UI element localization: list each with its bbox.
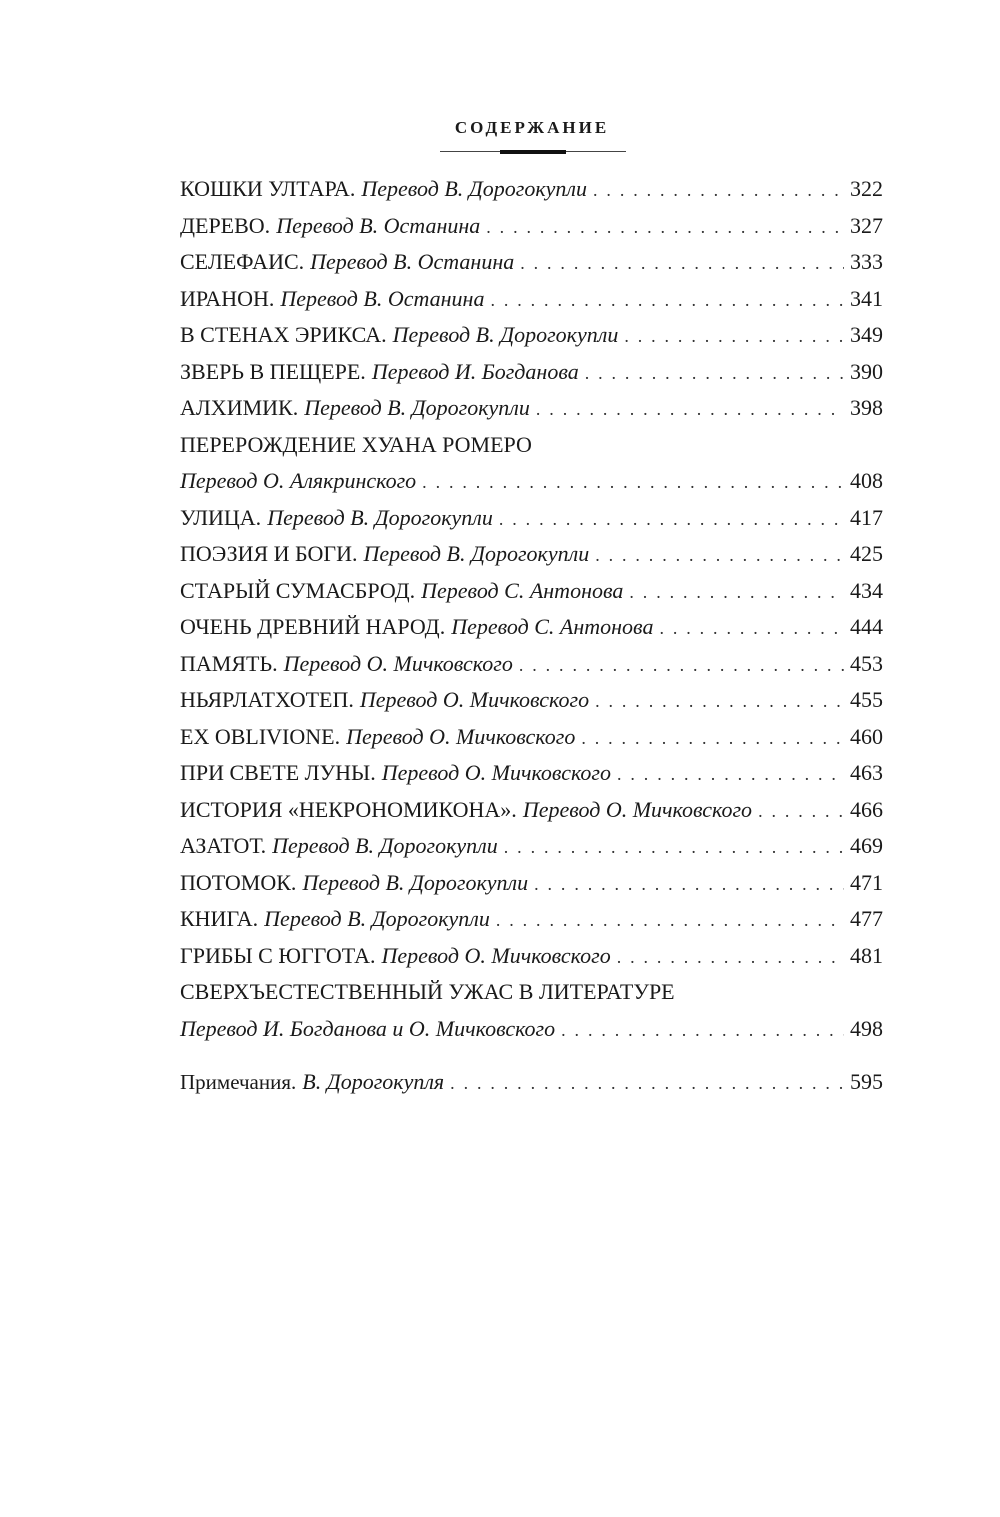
toc-entry-title-line [180,979,883,1016]
entry-page-number: 471 [850,869,883,895]
entry-page-number: 322 [850,176,883,201]
toc-entry[interactable] [180,687,883,724]
entry-title: ЗВЕРЬ В ПЕЩЕРЕ. [180,358,366,384]
dot-leader [758,801,844,822]
toc-entry[interactable] [180,359,883,396]
entry-page-number: 327 [850,212,883,238]
dot-leader [593,180,844,201]
entry-translator: Перевод О. Мичковского [381,942,611,968]
toc-entry[interactable] [180,651,883,688]
entry-translator: Перевод В. Дорогокупли [272,833,498,858]
dot-leader [499,509,844,530]
entry-translator: Перевод С. Антонова [451,614,654,639]
dot-leader [617,947,844,968]
toc-entry[interactable] [180,541,883,578]
dot-leader [496,910,844,931]
entry-title: ИСТОРИЯ «НЕКРОНОМИКОНА». [180,796,517,822]
entry-title: ПОТОМОК. [180,869,297,895]
dot-leader [486,217,844,238]
entry-title: КОШКИ УЛТАРА. [180,176,356,201]
entry-translator: Перевод О. Мичковского [346,723,576,749]
toc-entry[interactable] [180,213,883,250]
dot-leader [450,1073,844,1094]
dot-leader [659,618,844,639]
entry-page-number: 460 [850,723,883,749]
dot-leader [617,764,844,785]
dot-leader [519,655,844,676]
toc-entry[interactable] [180,906,883,943]
entry-title: ДЕРЕВО. [180,212,271,238]
entry-translator: Перевод О. Алякринского [180,468,417,493]
entry-translator: Перевод О. Мичковского [381,760,611,785]
entry-translator: Перевод В. Дорогокупли [304,395,530,420]
notes-title: Примечания. [180,1070,297,1094]
entry-translator: Перевод В. Дорогокупли [361,176,588,201]
entry-translator: Перевод И. Богданова [371,358,579,384]
entry-title: СТАРЫЙ СУМАСБРОД. [180,577,416,603]
entry-translator: Перевод В. Останина [310,249,515,274]
table-of-contents [180,176,883,1106]
dot-leader [422,472,844,493]
section-spacer [180,1052,883,1069]
toc-entry[interactable] [180,176,883,213]
entry-translator: Перевод В. Дорогокупли [302,869,529,895]
entry-page-number: 341 [850,285,883,311]
entry-page-number: 333 [850,249,883,274]
dot-leader [629,582,844,603]
entry-translator: Перевод С. Антонова [421,577,624,603]
toc-entry[interactable] [180,833,883,870]
entry-page-number: 595 [850,1069,883,1094]
toc-entry[interactable] [180,870,883,907]
entry-page-number: 498 [850,1015,883,1041]
toc-entry[interactable] [180,578,883,615]
title-rule-ornament [500,150,566,154]
toc-entry[interactable] [180,322,883,359]
toc-entry-translator-line [180,468,883,505]
toc-entry[interactable] [180,760,883,797]
entry-title: СЕЛЕФАИС. [180,249,305,274]
entry-page-number: 349 [850,322,883,347]
dot-leader [536,399,844,420]
toc-entry[interactable] [180,505,883,542]
entry-title: КНИГА. [180,906,259,931]
toc-entry[interactable] [180,724,883,761]
entry-page-number: 469 [850,833,883,858]
dot-leader [585,363,844,384]
entry-translator: Перевод О. Мичковского [359,687,590,712]
toc-entry[interactable] [180,249,883,286]
entry-title: УЛИЦА. [180,504,262,530]
dot-leader [504,837,844,858]
toc-entry[interactable] [180,286,883,323]
dot-leader [595,545,844,566]
entry-translator: Перевод В. Останина [280,285,485,311]
dot-leader [490,290,844,311]
dot-leader [581,728,844,749]
entry-title: ОЧЕНЬ ДРЕВНИЙ НАРОД. [180,614,446,639]
page-title: СОДЕРЖАНИЕ [454,118,610,137]
toc-entry-two-line[interactable] [180,979,883,1052]
entry-title: ПЕРЕРОЖДЕНИЕ ХУАНА РОМЕРО [180,431,532,457]
dot-leader [561,1020,844,1041]
toc-entry[interactable] [180,943,883,980]
toc-entry[interactable] [180,614,883,651]
entry-page-number: 455 [850,687,883,712]
toc-entry[interactable] [180,797,883,834]
notes-author: В. Дорогокупля [302,1069,445,1094]
entry-translator: Перевод О. Мичковского [283,650,513,676]
dot-leader [624,326,844,347]
entry-translator: Перевод О. Мичковского [522,796,753,822]
entry-title: В СТЕНАХ ЭРИКСА. [180,322,387,347]
toc-entry-translator-line [180,1016,883,1053]
entry-page-number: 408 [850,468,883,493]
dot-leader [595,691,844,712]
entry-title: ПРИ СВЕТЕ ЛУНЫ. [180,760,376,785]
entry-translator: Перевод И. Богданова и О. Мичковского [180,1015,556,1041]
entry-title: АЗАТОТ. [180,833,267,858]
entry-title: ГРИБЫ С ЮГГОТА. [180,942,376,968]
entry-translator: Перевод В. Дорогокупли [392,322,619,347]
entry-title: АЛХИМИК. [180,395,299,420]
entry-page-number: 481 [850,942,883,968]
entry-title: СВЕРХЪЕСТЕСТВЕННЫЙ УЖАС В ЛИТЕРАТУРЕ [180,979,675,1004]
entry-title: EX OBLIVIONE. [180,723,341,749]
entry-translator: Перевод В. Дорогокупли [264,906,490,931]
dot-leader [520,253,844,274]
entry-translator: Перевод В. Дорогокупли [363,541,590,566]
entry-page-number: 390 [850,358,883,384]
entry-page-number: 444 [850,614,883,639]
entry-page-number: 434 [850,577,883,603]
entry-title: ИРАНОН. [180,285,275,311]
entry-page-number: 425 [850,541,883,566]
entry-page-number: 453 [850,650,883,676]
toc-entry-notes[interactable] [180,1069,883,1106]
entry-page-number: 477 [850,906,883,931]
entry-page-number: 463 [850,760,883,785]
entry-translator: Перевод В. Дорогокупли [267,504,493,530]
entry-page-number: 466 [850,796,883,822]
toc-entry-two-line[interactable] [180,432,883,505]
entry-page-number: 398 [850,395,883,420]
entry-translator: Перевод В. Останина [276,212,481,238]
toc-entry[interactable] [180,395,883,432]
dot-leader [534,874,844,895]
entry-page-number: 417 [850,504,883,530]
entry-title: НЬЯРЛАТХОТЕП. [180,687,354,712]
entry-title: ПОЭЗИЯ И БОГИ. [180,541,358,566]
entry-title: ПАМЯТЬ. [180,650,278,676]
toc-entry-title-line [180,432,883,469]
